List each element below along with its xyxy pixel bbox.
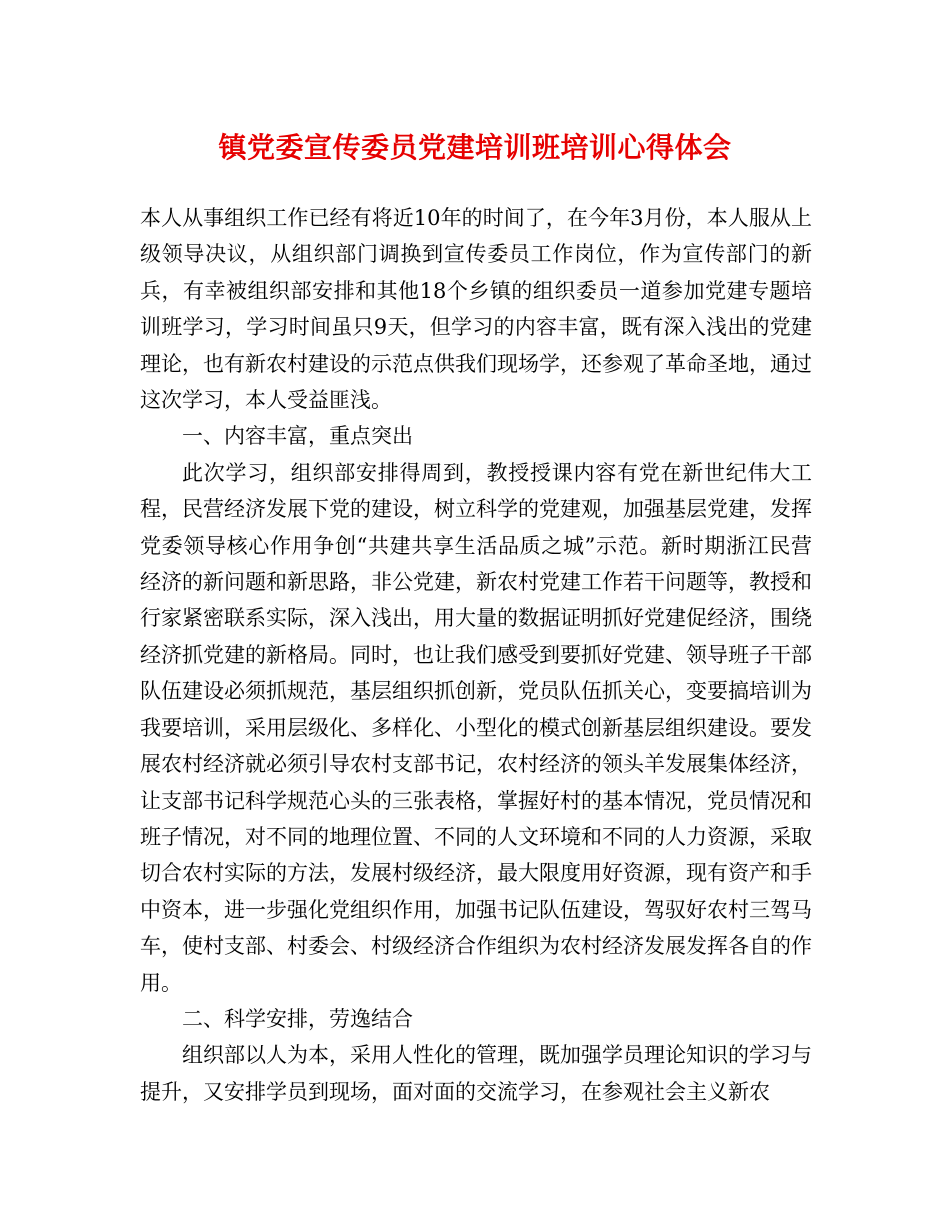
section-heading-2: 二、科学安排，劳逸结合 <box>182 1006 413 1031</box>
document-body <box>140 200 812 1110</box>
section-heading-1: 一、内容丰富，重点突出 <box>182 424 413 449</box>
paragraph-section-1: 此次学习，组织部安排得周到，教授授课内容有党在新世纪伟大工程，民营经济发展下党的建设，树立科学的党建观，加强基层党建，发挥党委领导核心作用争创“共建共享生活品质之城”示范。新时期浙江民营经济的新问题和新思路，非公党建，新农村党建工作若干问题等，教授和行家紧密联系实际，深入浅出，用大量的数据证明抓好党建促经济，围绕经济抓党建的新格局。同时，也让我们感受到要抓好党建、领导班子干部队伍建设必须抓规范，基层组织抓创新，党员队伍抓关心，变要搞培训为我要培训，采用层级化、多样化、小型化的模式创新基层组织建设。要发展农村经济就必须引导农村支部书记，农村经济的领头羊发展集体经济，让支部书记科学规范心头的三张表格，掌握好村的基本情况，党员情况和班子情况，对不同的地理位置、不同的人文环境和不同的人力资源，采取切合农村实际的方法，发展村级经济，最大限度用好资源，现有资产和手中资本，进一步强化党组织作用，加强书记队伍建设，驾驭好农村三驾马车，使村支部、村委会、村级经济合作组织为农村经济发展发挥各自的作用。 <box>140 460 812 995</box>
document-title: 镇党委宣传委员党建培训班培训心得体会 <box>218 131 732 164</box>
paragraph-section-2: 组织部以人为本，采用人性化的管理，既加强学员理论知识的学习与提升，又安排学员到现场，面对面的交流学习，在参观社会主义新农 <box>140 1043 812 1104</box>
paragraph-intro: 本人从事组织工作已经有将近10年的时间了，在今年3月份，本人服从上级领导决议，从组织部门调换到宣传委员工作岗位，作为宣传部门的新兵，有幸被组织部安排和其他18个乡镇的组织委员一道参加党建专题培训班学习，学习时间虽只9天，但学习的内容丰富，既有深入浅出的党建理论，也有新农村建设的示范点供我们现场学，还参观了革命圣地，通过这次学习，本人受益匪浅。 <box>140 206 812 413</box>
